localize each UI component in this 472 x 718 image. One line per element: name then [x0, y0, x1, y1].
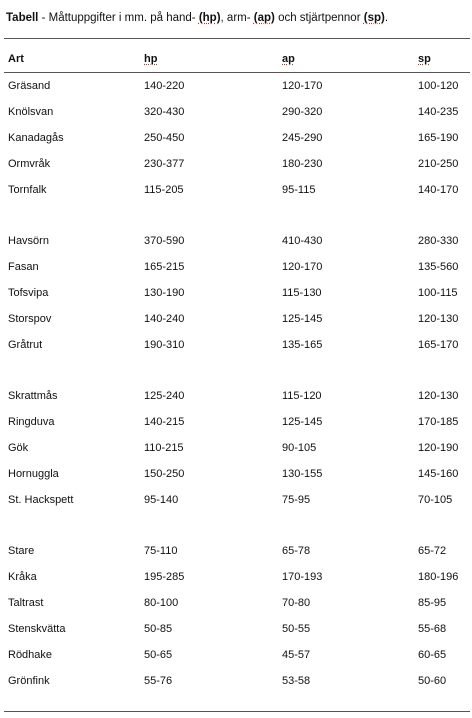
- cell-art: Ringduva: [8, 416, 55, 428]
- cell-hp: 80-100: [144, 597, 179, 609]
- table-row: [0, 78, 472, 94]
- column-header-sp: sp: [418, 53, 431, 65]
- table-row: [0, 104, 472, 120]
- cell-sp: 170-185: [418, 416, 459, 428]
- cell-sp: 50-60: [418, 675, 447, 687]
- cell-hp: 195-285: [144, 571, 185, 583]
- cell-hp: 130-190: [144, 287, 185, 299]
- cell-sp: 120-130: [418, 313, 459, 325]
- table-row: [0, 156, 472, 172]
- cell-ap: 245-290: [282, 132, 323, 144]
- caption-hp: (hp): [198, 12, 221, 24]
- cell-ap: 75-95: [282, 494, 311, 506]
- cell-sp: 100-115: [418, 287, 458, 299]
- cell-ap: 70-80: [282, 597, 311, 609]
- cell-ap: 125-145: [282, 313, 323, 325]
- cell-ap: 120-170: [282, 80, 323, 92]
- cell-art: Hornuggla: [8, 468, 59, 480]
- cell-sp: 280-330: [418, 235, 459, 247]
- cell-art: Kråka: [8, 571, 37, 583]
- cell-hp: 75-110: [144, 545, 178, 557]
- cell-art: Skrattmås: [8, 390, 58, 402]
- column-header-art: Art: [8, 53, 24, 65]
- table-header-row: [0, 51, 472, 67]
- cell-ap: 130-155: [282, 468, 323, 480]
- cell-sp: 140-170: [418, 184, 459, 196]
- table-row: [0, 673, 472, 689]
- cell-art: Tornfalk: [8, 184, 47, 196]
- cell-sp: 55-68: [418, 623, 447, 635]
- cell-art: Knölsvan: [8, 106, 54, 118]
- caption-text: - Måttuppgifter i mm. på hand-: [38, 12, 199, 24]
- cell-hp: 150-250: [144, 468, 185, 480]
- cell-sp: 120-190: [418, 442, 459, 454]
- caption-text: .: [384, 12, 389, 24]
- cell-ap: 410-430: [282, 235, 323, 247]
- table-bottom-rule: [4, 711, 470, 712]
- cell-sp: 140-235: [418, 106, 459, 118]
- table-top-rule: [4, 38, 470, 39]
- cell-hp: 165-215: [144, 261, 185, 273]
- cell-art: Grönfink: [8, 675, 50, 687]
- cell-hp: 125-240: [144, 390, 185, 402]
- cell-art: Kanadagås: [8, 132, 64, 144]
- table-row: [0, 130, 472, 146]
- cell-hp: 110-215: [144, 442, 184, 454]
- table-row: [0, 621, 472, 637]
- table-row: [0, 569, 472, 585]
- cell-hp: 250-450: [144, 132, 185, 144]
- cell-sp: 210-250: [418, 158, 459, 170]
- table-row: [0, 182, 472, 198]
- cell-art: Ormvråk: [8, 158, 51, 170]
- table-row: [0, 337, 472, 353]
- table-row: [0, 414, 472, 430]
- cell-ap: 170-193: [282, 571, 323, 583]
- cell-hp: 370-590: [144, 235, 185, 247]
- cell-art: Gråtrut: [8, 339, 43, 351]
- cell-hp: 190-310: [144, 339, 185, 351]
- table-row: [0, 233, 472, 249]
- cell-ap: 90-105: [282, 442, 317, 454]
- table-row: [0, 388, 472, 404]
- cell-sp: 100-120: [418, 80, 459, 92]
- cell-art: Fasan: [8, 261, 39, 273]
- cell-ap: 115-120: [282, 390, 322, 402]
- cell-ap: 125-145: [282, 416, 323, 428]
- table-row: [0, 543, 472, 559]
- cell-hp: 115-205: [144, 184, 184, 196]
- cell-ap: 95-115: [282, 184, 316, 196]
- cell-sp: 65-72: [418, 545, 447, 557]
- cell-art: Storspov: [8, 313, 52, 325]
- caption-ap: (ap): [253, 12, 275, 24]
- caption-label: Tabell: [6, 12, 39, 24]
- cell-ap: 120-170: [282, 261, 323, 273]
- cell-hp: 50-85: [144, 623, 173, 635]
- cell-hp: 50-65: [144, 649, 173, 661]
- cell-art: Stare: [8, 545, 35, 557]
- cell-art: Havsörn: [8, 235, 49, 247]
- cell-hp: 320-430: [144, 106, 185, 118]
- table-header-rule: [4, 72, 470, 73]
- cell-sp: 85-95: [418, 597, 447, 609]
- table-caption: [6, 10, 466, 26]
- cell-hp: 95-140: [144, 494, 179, 506]
- table-row: [0, 285, 472, 301]
- table-row: [0, 492, 472, 508]
- cell-sp: 180-196: [418, 571, 459, 583]
- table-row: [0, 466, 472, 482]
- cell-sp: 135-560: [418, 261, 459, 273]
- cell-art: Stenskvätta: [8, 623, 66, 635]
- table-row: [0, 440, 472, 456]
- cell-ap: 290-320: [282, 106, 323, 118]
- table-row: [0, 647, 472, 663]
- cell-hp: 230-377: [144, 158, 185, 170]
- cell-ap: 45-57: [282, 649, 311, 661]
- caption-sp: (sp): [363, 12, 385, 24]
- cell-ap: 50-55: [282, 623, 311, 635]
- table-row: [0, 259, 472, 275]
- cell-sp: 165-190: [418, 132, 459, 144]
- table-row: [0, 595, 472, 611]
- cell-art: Tofsvipa: [8, 287, 49, 299]
- caption-text: och stjärtpennor: [274, 12, 364, 24]
- cell-hp: 140-240: [144, 313, 185, 325]
- table-row: [0, 311, 472, 327]
- cell-art: Gräsand: [8, 80, 51, 92]
- cell-hp: 140-220: [144, 80, 185, 92]
- cell-art: Rödhake: [8, 649, 53, 661]
- cell-art: Taltrast: [8, 597, 44, 609]
- column-header-hp: hp: [144, 53, 158, 65]
- cell-ap: 180-230: [282, 158, 323, 170]
- cell-ap: 135-165: [282, 339, 323, 351]
- cell-hp: 140-215: [144, 416, 185, 428]
- cell-art: Gök: [8, 442, 29, 454]
- cell-sp: 145-160: [418, 468, 459, 480]
- caption-text: , arm-: [220, 12, 254, 24]
- cell-ap: 53-58: [282, 675, 311, 687]
- cell-sp: 70-105: [418, 494, 453, 506]
- cell-ap: 115-130: [282, 287, 322, 299]
- cell-sp: 120-130: [418, 390, 459, 402]
- cell-hp: 55-76: [144, 675, 173, 687]
- cell-sp: 60-65: [418, 649, 447, 661]
- cell-sp: 165-170: [418, 339, 459, 351]
- cell-art: St. Hackspett: [8, 494, 74, 506]
- column-header-ap: ap: [282, 53, 295, 65]
- cell-ap: 65-78: [282, 545, 311, 557]
